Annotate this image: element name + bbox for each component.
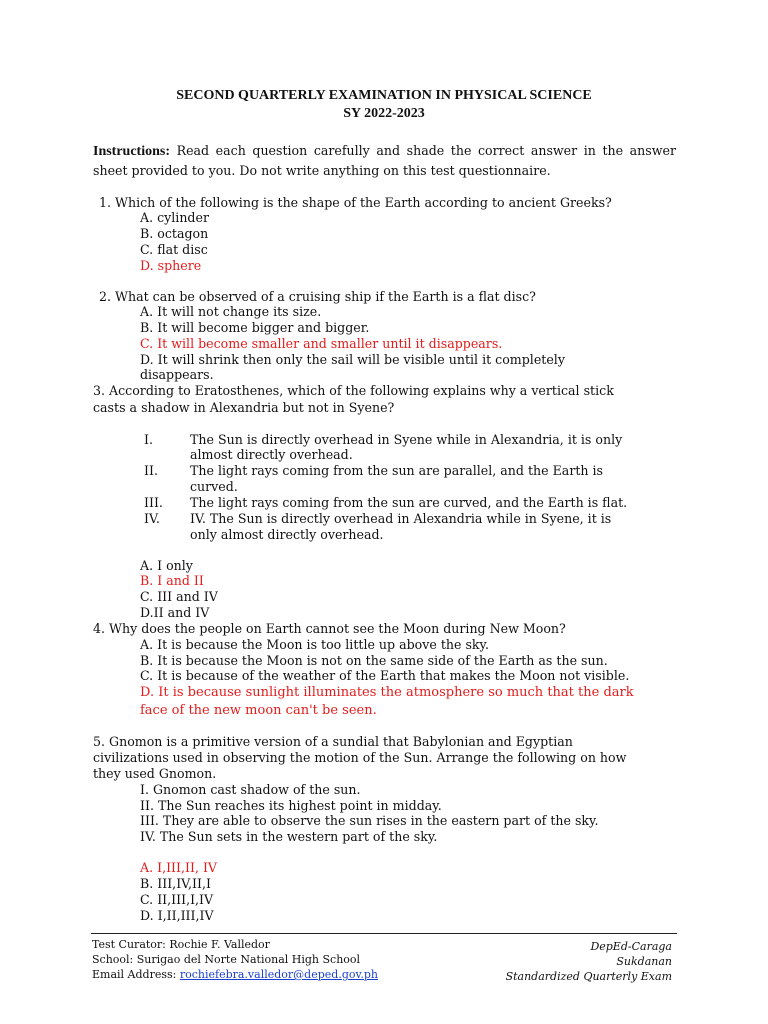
event-item-2: II. The Sun reaches its highest point in midday. bbox=[140, 798, 442, 813]
question-4-choice-c: C. It is because of the weather of the Earth that makes the Moon not visible. bbox=[140, 668, 630, 683]
question-1-stem: 1. Which of the following is the shape of the Earth according to ancient Greeks? bbox=[99, 195, 612, 210]
statement-1-text: The Sun is directly overhead in Syene while in Alexandria, it is only bbox=[190, 432, 623, 447]
instructions-label: Instructions: bbox=[93, 144, 171, 159]
question-4-stem: 4. Why does the people on Earth cannot see the Moon during New Moon? bbox=[93, 621, 566, 636]
instructions-text: Read each question carefully and shade the correct answer in the answer sheet provided to you. Do not write anything on this test questionnaire. bbox=[93, 143, 676, 178]
statement-3-number: III. bbox=[144, 495, 163, 510]
question-1-choice-b: B. octagon bbox=[140, 226, 209, 241]
question-5-stem-cont-2: they used Gnomon. bbox=[93, 766, 217, 781]
question-5-choice-c: C. II,III,I,IV bbox=[140, 892, 214, 907]
question-2-choice-d-cont: disappears. bbox=[140, 367, 214, 382]
statement-4-text-cont: only almost directly overhead. bbox=[190, 527, 384, 542]
statement-4-text: IV. The Sun is directly overhead in Alexandria while in Syene, it is bbox=[190, 511, 612, 526]
footer-region: DepEd-Caraga bbox=[590, 940, 672, 953]
question-3-stem: 3. According to Eratosthenes, which of the following explains why a vertical stick bbox=[93, 383, 614, 398]
question-3-stem-cont: casts a shadow in Alexandria but not in Syene? bbox=[93, 400, 395, 415]
footer-exam-type: Standardized Quarterly Exam bbox=[505, 970, 672, 983]
question-2-choice-b: B. It will become bigger and bigger. bbox=[140, 320, 370, 335]
question-3-choice-d: D.II and IV bbox=[140, 605, 210, 620]
footer-school: School: Surigao del Norte National High School bbox=[92, 953, 361, 966]
exam-title: SECOND QUARTERLY EXAMINATION IN PHYSICAL SCIENCE bbox=[176, 88, 592, 103]
question-1-choice-d-answer: D. sphere bbox=[140, 258, 202, 273]
event-item-1: I. Gnomon cast shadow of the sun. bbox=[140, 782, 361, 797]
event-item-3: III. They are able to observe the sun rises in the eastern part of the sky. bbox=[140, 813, 599, 828]
footer-divider bbox=[91, 933, 677, 934]
event-item-4: IV. The Sun sets in the western part of the sky. bbox=[140, 829, 438, 844]
question-5-choice-a-answer: A. I,III,II, IV bbox=[140, 860, 218, 875]
question-1-choice-a: A. cylinder bbox=[140, 210, 209, 225]
question-3-choice-b-answer: B. I and II bbox=[140, 573, 204, 588]
question-5-choice-b: B. III,IV,II,I bbox=[140, 876, 211, 891]
question-2-choice-c-answer: C. It will become smaller and smaller until it disappears. bbox=[140, 336, 503, 351]
footer-email bbox=[92, 968, 378, 982]
footer-sukdanan: Sukdanan bbox=[616, 955, 672, 968]
school-year: SY 2022-2023 bbox=[343, 106, 425, 121]
question-5-stem: 5. Gnomon is a primitive version of a sundial that Babylonian and Egyptian bbox=[93, 734, 573, 749]
question-5-choice-d: D. I,II,III,IV bbox=[140, 908, 214, 923]
question-5-stem-cont-1: civilizations used in observing the motion of the Sun. Arrange the following on how bbox=[93, 750, 627, 765]
question-1-choice-c: C. flat disc bbox=[140, 242, 208, 257]
instructions bbox=[93, 141, 676, 180]
statement-3-text: The light rays coming from the sun are curved, and the Earth is flat. bbox=[190, 495, 628, 510]
statement-1-text-cont: almost directly overhead. bbox=[190, 447, 353, 462]
statement-2-number: II. bbox=[144, 463, 158, 478]
footer-curator: Test Curator: Rochie F. Valledor bbox=[92, 938, 270, 951]
statement-1-number: I. bbox=[144, 432, 153, 447]
statement-4-number: IV. bbox=[144, 511, 160, 526]
question-2-choice-d: D. It will shrink then only the sail will be visible until it completely bbox=[140, 352, 565, 367]
question-4-choice-a: A. It is because the Moon is too little up above the sky. bbox=[140, 637, 489, 652]
footer-email-label: Email Address: bbox=[92, 968, 180, 981]
question-2-stem: 2. What can be observed of a cruising ship if the Earth is a flat disc? bbox=[99, 289, 536, 304]
question-4-choice-b: B. It is because the Moon is not on the same side of the Earth as the sun. bbox=[140, 653, 608, 668]
question-4-choice-d-answer: D. It is because sunlight illuminates the atmosphere so much that the dark bbox=[140, 685, 634, 700]
email-link[interactable]: rochiefebra.valledor@deped.gov.ph bbox=[179, 968, 379, 981]
statement-2-text: The light rays coming from the sun are parallel, and the Earth is bbox=[190, 463, 603, 478]
statement-2-text-cont: curved. bbox=[190, 479, 238, 494]
question-3-choice-a: A. I only bbox=[140, 558, 193, 573]
question-2-choice-a: A. It will not change its size. bbox=[140, 304, 322, 319]
question-3-choice-c: C. III and IV bbox=[140, 589, 218, 604]
question-4-choice-d-answer-cont: face of the new moon can't be seen. bbox=[140, 703, 377, 718]
